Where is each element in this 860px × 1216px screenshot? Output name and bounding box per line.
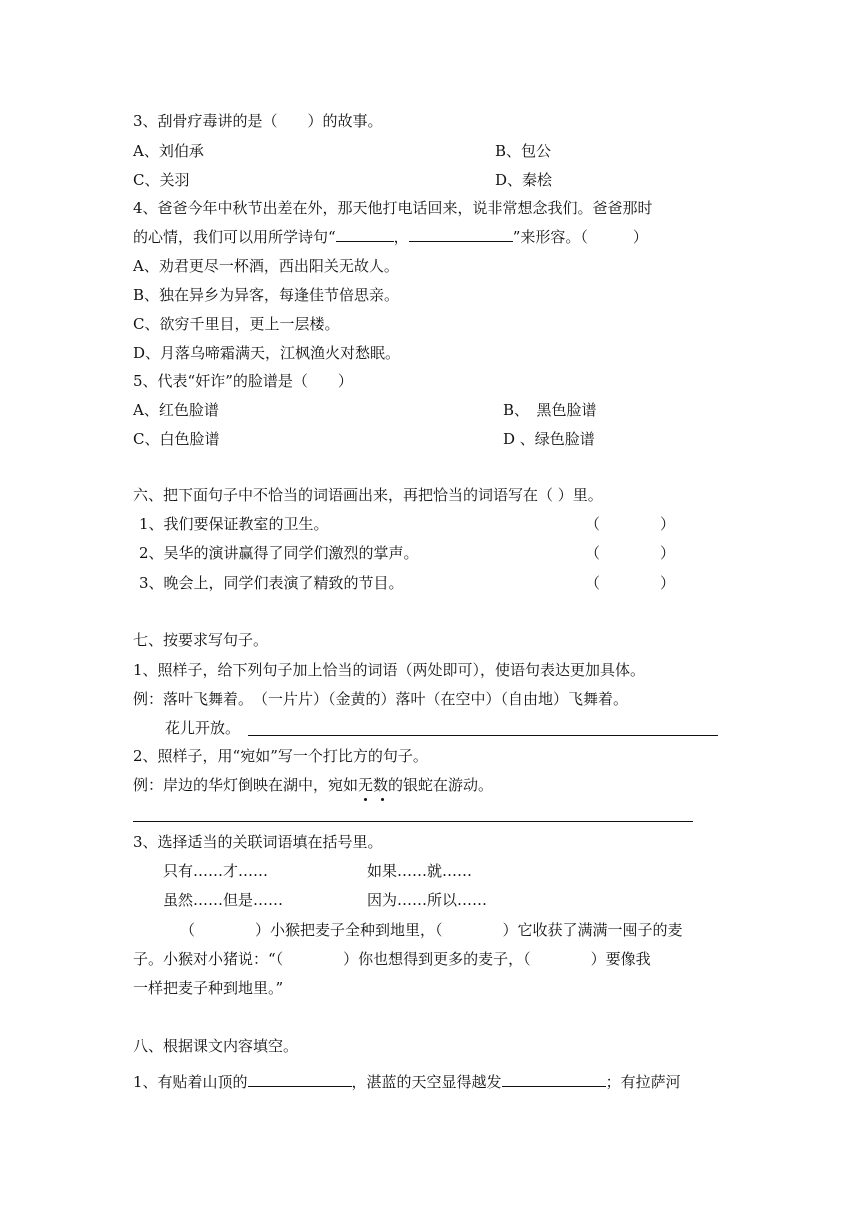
- q3-option-d: D、秦桧: [495, 171, 553, 189]
- s8-line-1: [133, 1072, 681, 1092]
- q5-stem: 5、代表“奸诈”的脸谱是（ ）: [133, 372, 353, 390]
- q4-option-d: D、月落乌啼霜满天，江枫渔火对愁眠。: [133, 344, 401, 362]
- q4-option-b: B、独在异乡为异客，每逢佳节倍思亲。: [133, 286, 400, 304]
- s6-item-2: 2、吴华的演讲赢得了同学们激烈的掌声。: [139, 544, 419, 562]
- section-6-title: 六、把下面句子中不恰当的词语画出来，再把恰当的词语写在（ ）里。: [133, 486, 603, 504]
- s7-instruction-3: 3、选择适当的关联词语填在括号里。: [133, 833, 383, 851]
- q4-stem-line2: [133, 227, 648, 247]
- s7-option-4: 因为……所以……: [367, 891, 488, 909]
- q5-option-a: A、红色脸谱: [133, 401, 219, 419]
- emphasis-dot-1: [364, 798, 367, 801]
- q3-option-b: B、包公: [495, 142, 552, 160]
- s8-line-1-part-a: 1、有贴着山顶的: [133, 1073, 248, 1091]
- s7-option-2: 如果……就……: [367, 862, 473, 880]
- s8-blank-2: [502, 1072, 606, 1087]
- emphasis-dot-2: [381, 798, 384, 801]
- s6-item-1-blank: （ ）: [585, 515, 676, 533]
- s7-example-2: 例：岸边的华灯倒映在湖中，宛如无数的银蛇在游动。: [133, 776, 494, 794]
- q4-stem-part-b: ，: [393, 228, 409, 246]
- s7-paragraph-line-3: 一样把麦子种到地里。”: [133, 979, 284, 997]
- q4-stem-part-a: 的心情，我们可以用所学诗句“: [133, 228, 336, 246]
- s6-item-3: 3、晚会上，同学们表演了精致的节目。: [139, 574, 404, 592]
- s7-instruction-1: 1、照样子，给下列句子加上恰当的词语（两处即可），使语句表达更加具体。: [133, 661, 646, 679]
- s8-line-1-part-c: ；有拉萨河: [605, 1073, 681, 1091]
- s6-item-3-blank: （ ）: [585, 574, 676, 592]
- s7-option-3: 虽然……但是……: [163, 891, 284, 909]
- q3-option-c: C、关羽: [133, 171, 190, 189]
- s7-paragraph-line-1: （ ）小猴把麦子全种到地里，（ ）它收获了满满一囤子的麦: [180, 921, 683, 939]
- s7-answer-line-1: [248, 735, 718, 736]
- s7-example-1: 例：落叶飞舞着。 （一片片）（金黄的）落叶（在空中）（自由地）飞舞着。: [133, 690, 629, 708]
- q4-stem-line1: 4、爸爸今年中秋节出差在外，那天他打电话回来，说非常想念我们。爸爸那时: [133, 199, 653, 217]
- q4-stem-part-c: ”来形容。（ ）: [512, 228, 648, 246]
- s8-line-1-part-b: ，湛蓝的天空显得越发: [351, 1073, 502, 1091]
- s7-question-1: 花儿开放。: [165, 719, 241, 737]
- q5-option-b: B、 黑色脸谱: [503, 401, 597, 419]
- q3-stem: 3、刮骨疗毒讲的是（ ）的故事。: [133, 112, 383, 130]
- s7-answer-line-2: [133, 821, 693, 822]
- q5-option-c: C、白色脸谱: [133, 430, 220, 448]
- q4-option-c: C、欲穷千里目，更上一层楼。: [133, 315, 340, 333]
- s7-option-1: 只有……才……: [163, 862, 269, 880]
- section-8-title: 八、根据课文内容填空。: [133, 1037, 299, 1055]
- s7-paragraph-line-2: 子。小猴对小猪说：“（ ）你也想得到更多的麦子，（ ）要像我: [133, 950, 651, 968]
- q4-option-a: A、劝君更尽一杯酒，西出阳关无故人。: [133, 257, 399, 275]
- s6-item-1: 1、我们要保证教室的卫生。: [139, 515, 329, 533]
- s6-item-2-blank: （ ）: [585, 544, 676, 562]
- q5-option-d: D 、绿色脸谱: [503, 430, 595, 448]
- q4-blank-1: [336, 227, 394, 242]
- q3-option-a: A、刘伯承: [133, 142, 204, 160]
- section-7-title: 七、按要求写句子。: [133, 631, 269, 649]
- q4-blank-2: [409, 227, 513, 242]
- s7-instruction-2: 2、照样子，用“宛如”写一个打比方的句子。: [133, 747, 428, 765]
- s8-blank-1: [248, 1072, 352, 1087]
